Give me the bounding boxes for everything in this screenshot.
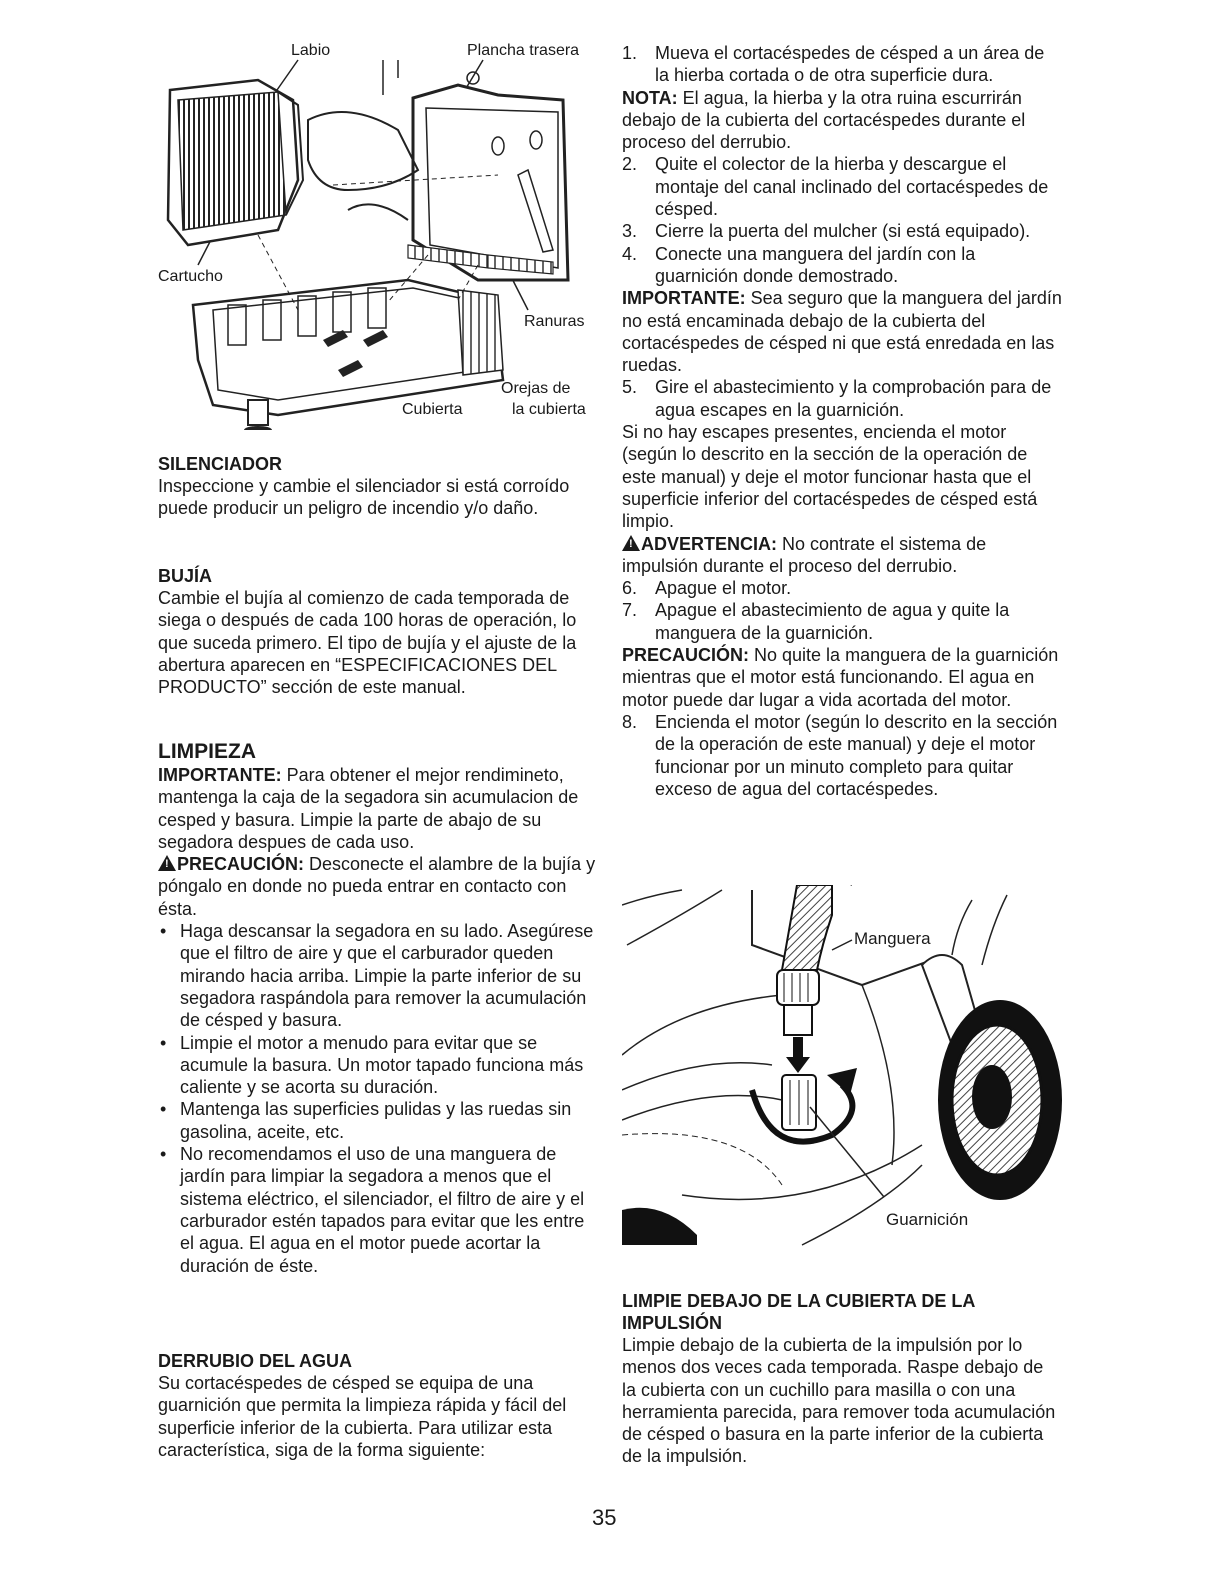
label-guarnicion: Guarnición — [886, 1210, 969, 1229]
text-limpieza-importante — [158, 764, 598, 853]
list-item: • Haga descansar la segadora en su lado. Asegúrese que el filtro de aire y que el carburador queden mirando hacia arriba. Limpie la parte inferior de su segadora raspándola para remover la acumulación de césped y basura. — [160, 921, 594, 1031]
list-item: 3. Cierre la puerta del mulcher (si está equipado). — [622, 221, 1031, 242]
precaucion: PRECAUCIÓN: No quite la manguera de la guarnición mientras que el motor está funcionando. El agua en motor puede dar lugar a vida acortada del motor. — [622, 645, 1059, 710]
air-filter-illustration — [158, 40, 598, 430]
importante: IMPORTANTE: Sea seguro que la manguera del jardín no está encaminada debajo de la cubierta del cortacéspedes de césped ni que está enredada en las ruedas. — [622, 288, 1062, 376]
list-item: 6. Apague el motor. — [622, 578, 792, 599]
list-item: • Mantenga las superficies pulidas y las ruedas sin gasolina, aceite, etc. — [160, 1099, 572, 1142]
air-filter-figure — [158, 40, 598, 430]
list-item: 2. Quite el colector de la hierba y descargue el montaje del canal inclinado del cortacéspedes de césped. — [622, 154, 1049, 220]
list-item: • Limpie el motor a menudo para evitar que se acumule la basura. Un motor tapado funciona más caliente y se acorta su duración. — [160, 1032, 584, 1098]
warning-icon — [622, 535, 640, 551]
text-bujia: Cambie el bujía al comienzo de cada temporada de siega o después de cada 100 horas de operación, lo que suceda primero. El tipo de bujía y el ajuste de la abertura aparecen en “ESPECIFICACIONES DEL PRODUCTO” sección de este manual. — [158, 588, 577, 698]
section-derrubio-steps — [622, 42, 1062, 800]
label-orejas-2: la cubierta — [512, 401, 586, 418]
warning-icon — [158, 855, 176, 871]
hose-figure — [622, 885, 1062, 1255]
text-silenciador: Inspeccione y cambie el silenciador si está corroído puede producir un peligro de incendio y/o daño. — [158, 476, 570, 519]
section-bujia — [158, 565, 598, 698]
label-ranuras: Ranuras — [524, 313, 585, 330]
heading-limpieza: LIMPIEZA — [158, 740, 256, 763]
list-item: 4. Conecte una manguera del jardín con la guarnición donde demostrado. — [622, 243, 976, 286]
list-item: 1. Mueva el cortacéspedes de césped a un área de la hierba cortada o de otra superficie dura. — [622, 43, 1045, 86]
label-plancha-trasera: Plancha trasera — [467, 42, 580, 59]
list-item: 5. Gire el abastecimiento y la comprobación para de agua escapes en la guarnición. — [622, 377, 1052, 420]
label-labio: Labio — [291, 42, 331, 59]
heading-bujia: BUJÍA — [158, 566, 213, 586]
precaucion-text: Desconecte el alambre de la bujía y póngalo en donde no pueda entrar en contacto con ésta. — [158, 854, 596, 919]
page-number: 35 — [592, 1505, 617, 1530]
label-manguera: Manguera — [854, 929, 931, 948]
steps-e — [622, 711, 1062, 800]
steps-d — [622, 577, 1062, 644]
hose-illustration — [622, 885, 1062, 1255]
section-limpieza — [158, 740, 598, 1277]
text-limpieza-precaucion — [158, 853, 598, 920]
list-item: 7. Apague el abastecimiento de agua y quite la manguera de la guarnición. — [622, 600, 1010, 643]
escapes-text: Si no hay escapes presentes, encienda el motor (según lo descrito en la sección de la operación de este manual) y deje el motor funcionar hasta que el superficie inferior del cortacéspedes de césped está limpio. — [622, 422, 1038, 532]
label-cubierta: Cubierta — [402, 401, 463, 418]
label-orejas-1: Orejas de — [501, 380, 571, 397]
section-derrubio — [158, 1350, 598, 1461]
text-limpie-debajo: Limpie debajo de la cubierta de la impulsión por lo menos dos veces cada temporada. Raspe debajo de la cubierta con un cuchillo para masilla o con una herramienta parecida, para remover toda acumulación de césped o basura en la parte inferior de la cubierta de la impulsión. — [622, 1335, 1056, 1467]
limpieza-bullet-list — [158, 920, 598, 1277]
steps-b — [622, 153, 1062, 287]
steps-a — [622, 42, 1062, 87]
heading-silenciador: SILENCIADOR — [158, 454, 283, 474]
text-derrubio: Su cortacéspedes de césped se equipa de una guarnición que permita la limpieza rápida y fácil del superficie inferior de la cubierta. Para utilizar esta característica, siga de la forma siguiente: — [158, 1373, 567, 1460]
steps-c — [622, 376, 1062, 421]
importante-text: Para obtener el mejor rendimineto, mantenga la caja de la segadora sin acumulacion de cesped y basura. Limpie la parte de abajo de su segadora despues de cada uso. — [158, 765, 579, 852]
list-item: 8. Encienda el motor (según lo descrito en la sección de la operación de este manual) y deje el motor funcionar por un minuto completo para quitar exceso de agua del cortacéspedes. — [622, 711, 1058, 799]
label-importante: IMPORTANTE: — [158, 765, 282, 785]
section-limpie-debajo — [622, 1290, 1062, 1468]
heading-derrubio: DERRUBIO DEL AGUA — [158, 1351, 353, 1371]
heading-limpie-debajo: LIMPIE DEBAJO DE LA CUBIERTA DE LA IMPULSIÓN — [622, 1291, 975, 1333]
label-precaucion: PRECAUCIÓN: — [177, 854, 305, 875]
section-silenciador — [158, 453, 598, 520]
list-item: • No recomendamos el uso de una manguera de jardín para limpiar la segadora a menos que el sistema eléctrico, el silenciador, el filtro de aire y el carburador estén tapados para evitar que les entre el agua. El agua en el motor puede acortar la duración de éste. — [160, 1144, 585, 1276]
nota: NOTA: El agua, la hierba y la otra ruina escurrirán debajo de la cubierta del cortacéspedes durante el proceso del derrubio. — [622, 87, 1026, 153]
advertencia: !ADVERTENCIA: No contrate el sistema de impulsión durante el proceso del derrubio. — [622, 533, 1062, 578]
label-cartucho: Cartucho — [158, 268, 223, 285]
